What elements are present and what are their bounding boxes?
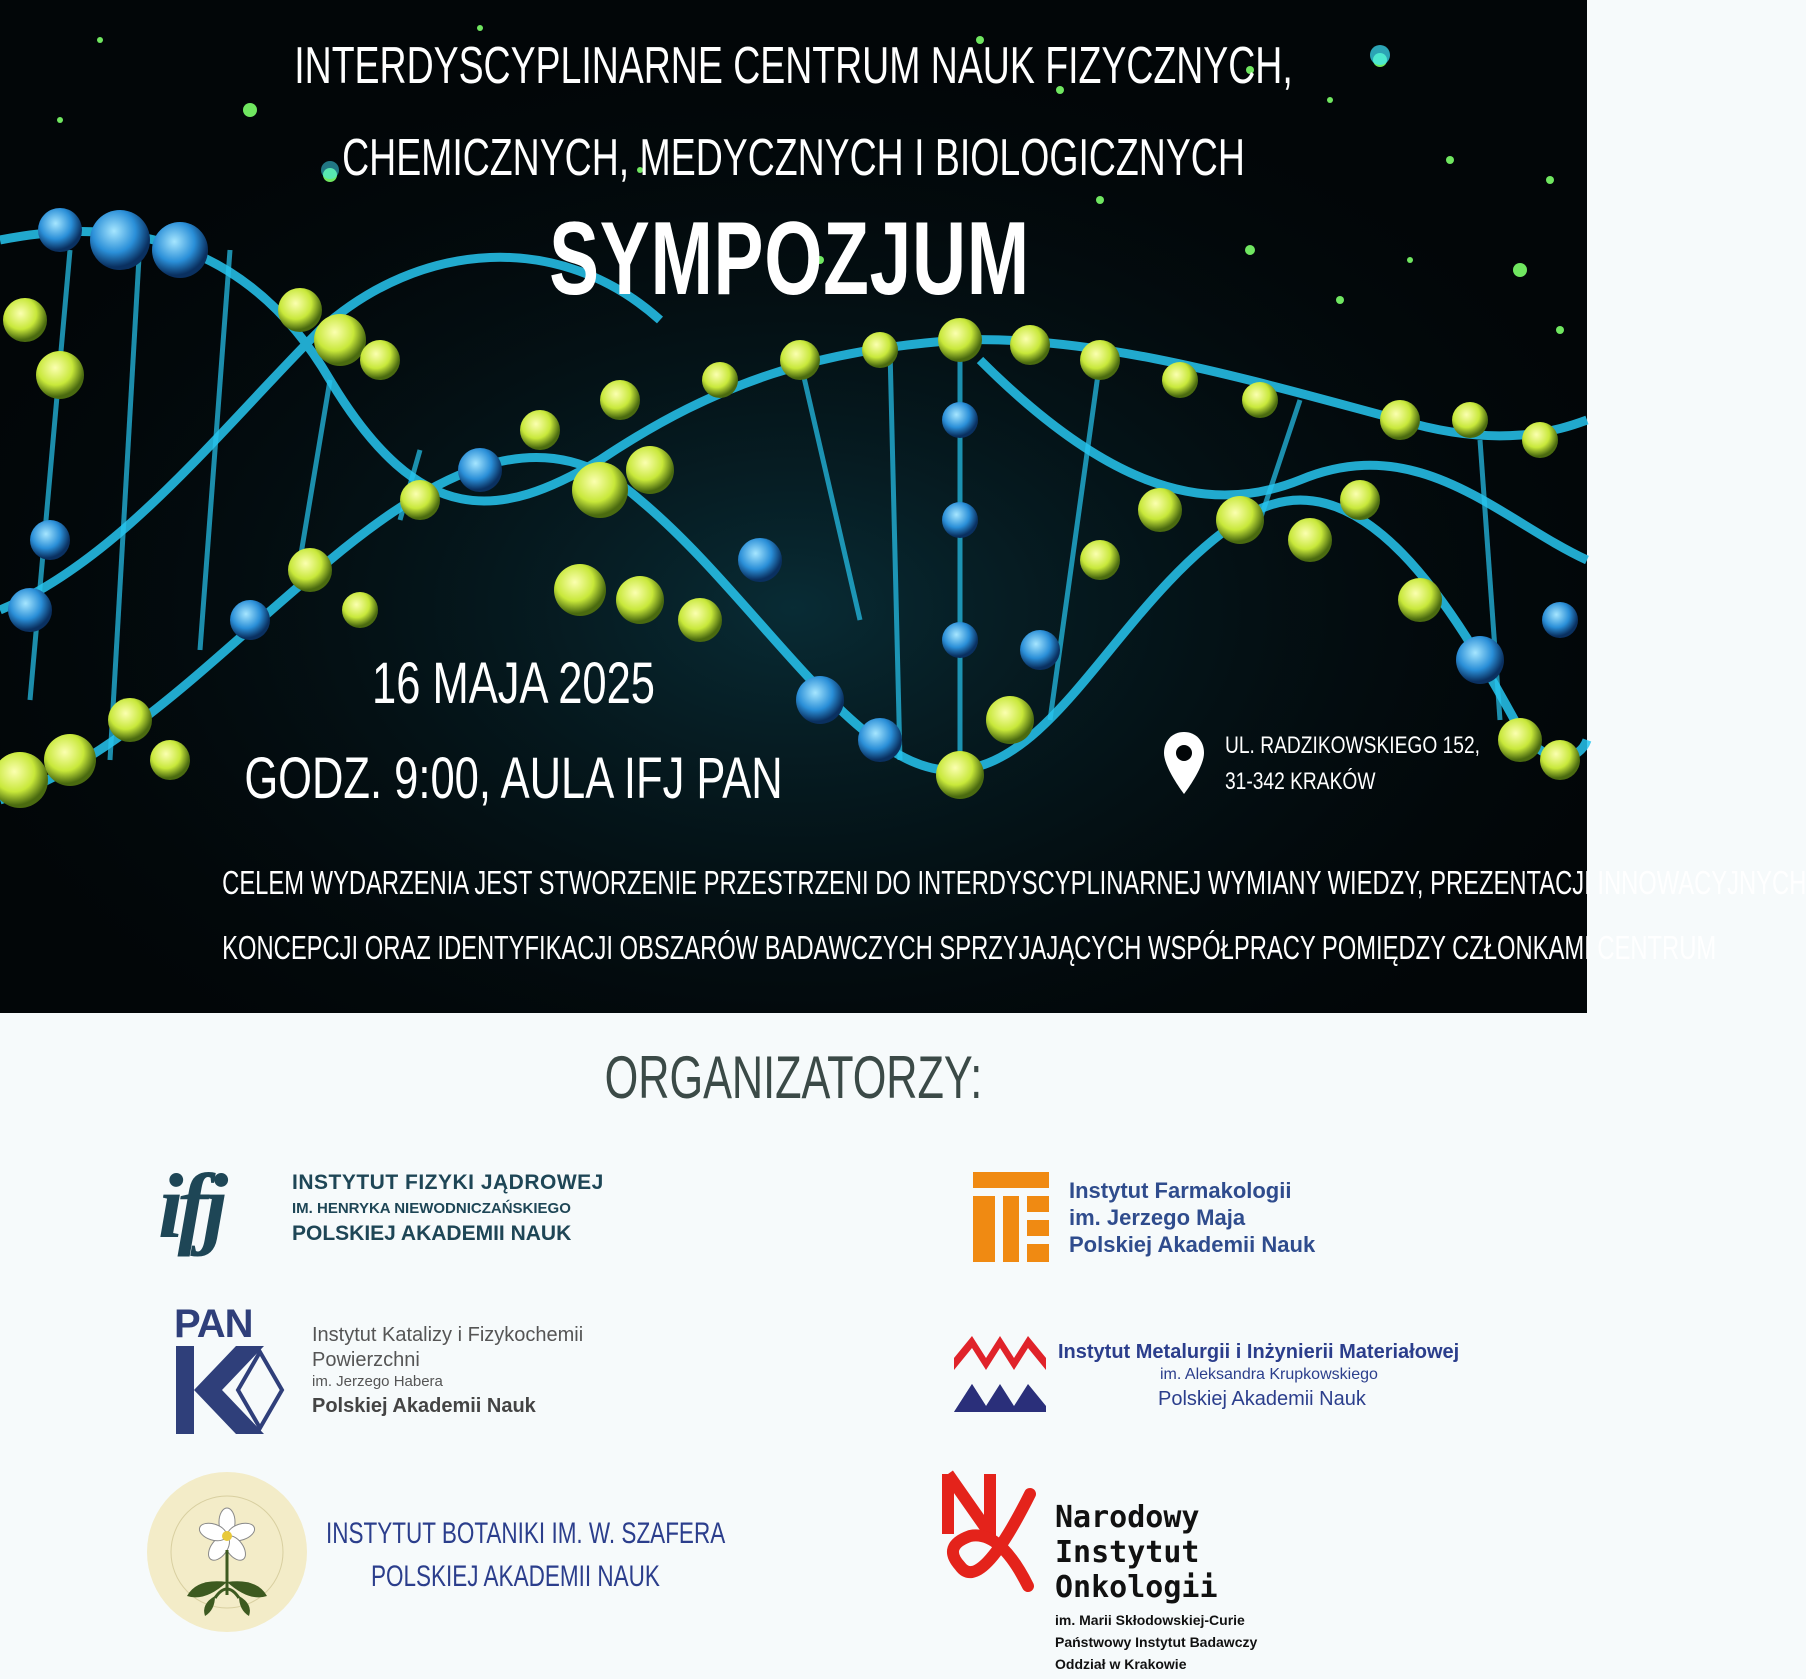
ib-line1: INSTYTUT BOTANIKI IM. W. SZAFERA bbox=[326, 1517, 726, 1550]
organizers-heading: ORGANIZATORZY: bbox=[604, 1044, 983, 1111]
ifj-mark: ifj bbox=[158, 1155, 222, 1257]
ifj-name-line2: IM. HENRYKA NIEWODNICZAŃSKIEGO bbox=[292, 1200, 571, 1217]
nio-line6: Oddział w Krakowie bbox=[1055, 1656, 1187, 1672]
nio-line5: Państwowy Instytut Badawczy bbox=[1055, 1634, 1258, 1650]
title-line-2: CHEMICZNYCH, MEDYCZNYCH I BIOLOGICZNYCH bbox=[342, 129, 1245, 187]
ikifp-pan-mark: PAN bbox=[174, 1302, 253, 1346]
map-pin-icon bbox=[1162, 730, 1206, 796]
ifj-name-line3: POLSKIEJ AKADEMII NAUK bbox=[292, 1222, 572, 1245]
ib-seal-logo bbox=[145, 1470, 309, 1634]
nio-logo bbox=[940, 1474, 1040, 1594]
ikifp-line2: Powierzchni bbox=[312, 1349, 420, 1371]
ikifp-logo bbox=[174, 1346, 286, 1436]
if-pan-line1: Instytut Farmakologii bbox=[1069, 1178, 1292, 1203]
description-line-2: KONCEPCJI ORAZ IDENTYFIKACJI OBSZARÓW BADAWCZYCH SPRZYJAJĄCYCH WSPÓŁPRACY POMIĘDZY CZŁONKAMI CENTRUM bbox=[222, 929, 1717, 966]
ib-line2: POLSKIEJ AKADEMII NAUK bbox=[371, 1560, 660, 1593]
imim-line3: Polskiej Akademii Nauk bbox=[1158, 1388, 1366, 1410]
if-pan-line2: im. Jerzego Maja bbox=[1069, 1205, 1246, 1230]
imim-logo bbox=[954, 1330, 1046, 1412]
description-line-1: CELEM WYDARZENIA JEST STWORZENIE PRZESTRZENI DO INTERDYSCYPLINARNEJ WYMIANY WIEDZY, PREZENTACJI INNOWACYJNYCH bbox=[222, 864, 1806, 901]
event-type: SYMPOZJUM bbox=[549, 201, 1030, 317]
event-time-place: GODZ. 9:00, AULA IFJ PAN bbox=[244, 746, 783, 811]
ikifp-line3: im. Jerzego Habera bbox=[312, 1373, 443, 1390]
nio-line3: Onkologii bbox=[1055, 1570, 1218, 1605]
imim-line2: im. Aleksandra Krupkowskiego bbox=[1160, 1366, 1378, 1383]
event-date: 16 MAJA 2025 bbox=[372, 651, 655, 716]
if-pan-logo bbox=[973, 1172, 1049, 1262]
address-line-2: 31-342 KRAKÓW bbox=[1225, 768, 1376, 795]
ifj-name-line1: INSTYTUT FIZYKI JĄDROWEJ bbox=[292, 1171, 604, 1194]
imim-line1: Instytut Metalurgii i Inżynierii Materiałowej bbox=[1058, 1341, 1460, 1363]
ikifp-line4: Polskiej Akademii Nauk bbox=[312, 1395, 536, 1417]
nio-line1: Narodowy bbox=[1055, 1500, 1200, 1535]
nio-line4: im. Marii Skłodowskiej-Curie bbox=[1055, 1612, 1245, 1628]
title-line-1: INTERDYSCYPLINARNE CENTRUM NAUK FIZYCZNYCH, bbox=[294, 37, 1293, 95]
ifj-logo bbox=[158, 1155, 222, 1257]
ikifp-line1: Instytut Katalizy i Fizykochemii bbox=[312, 1324, 584, 1346]
if-pan-line3: Polskiej Akademii Nauk bbox=[1069, 1232, 1316, 1257]
address-line-1: UL. RADZIKOWSKIEGO 152, bbox=[1225, 732, 1480, 759]
nio-line2: Instytut bbox=[1055, 1535, 1200, 1570]
